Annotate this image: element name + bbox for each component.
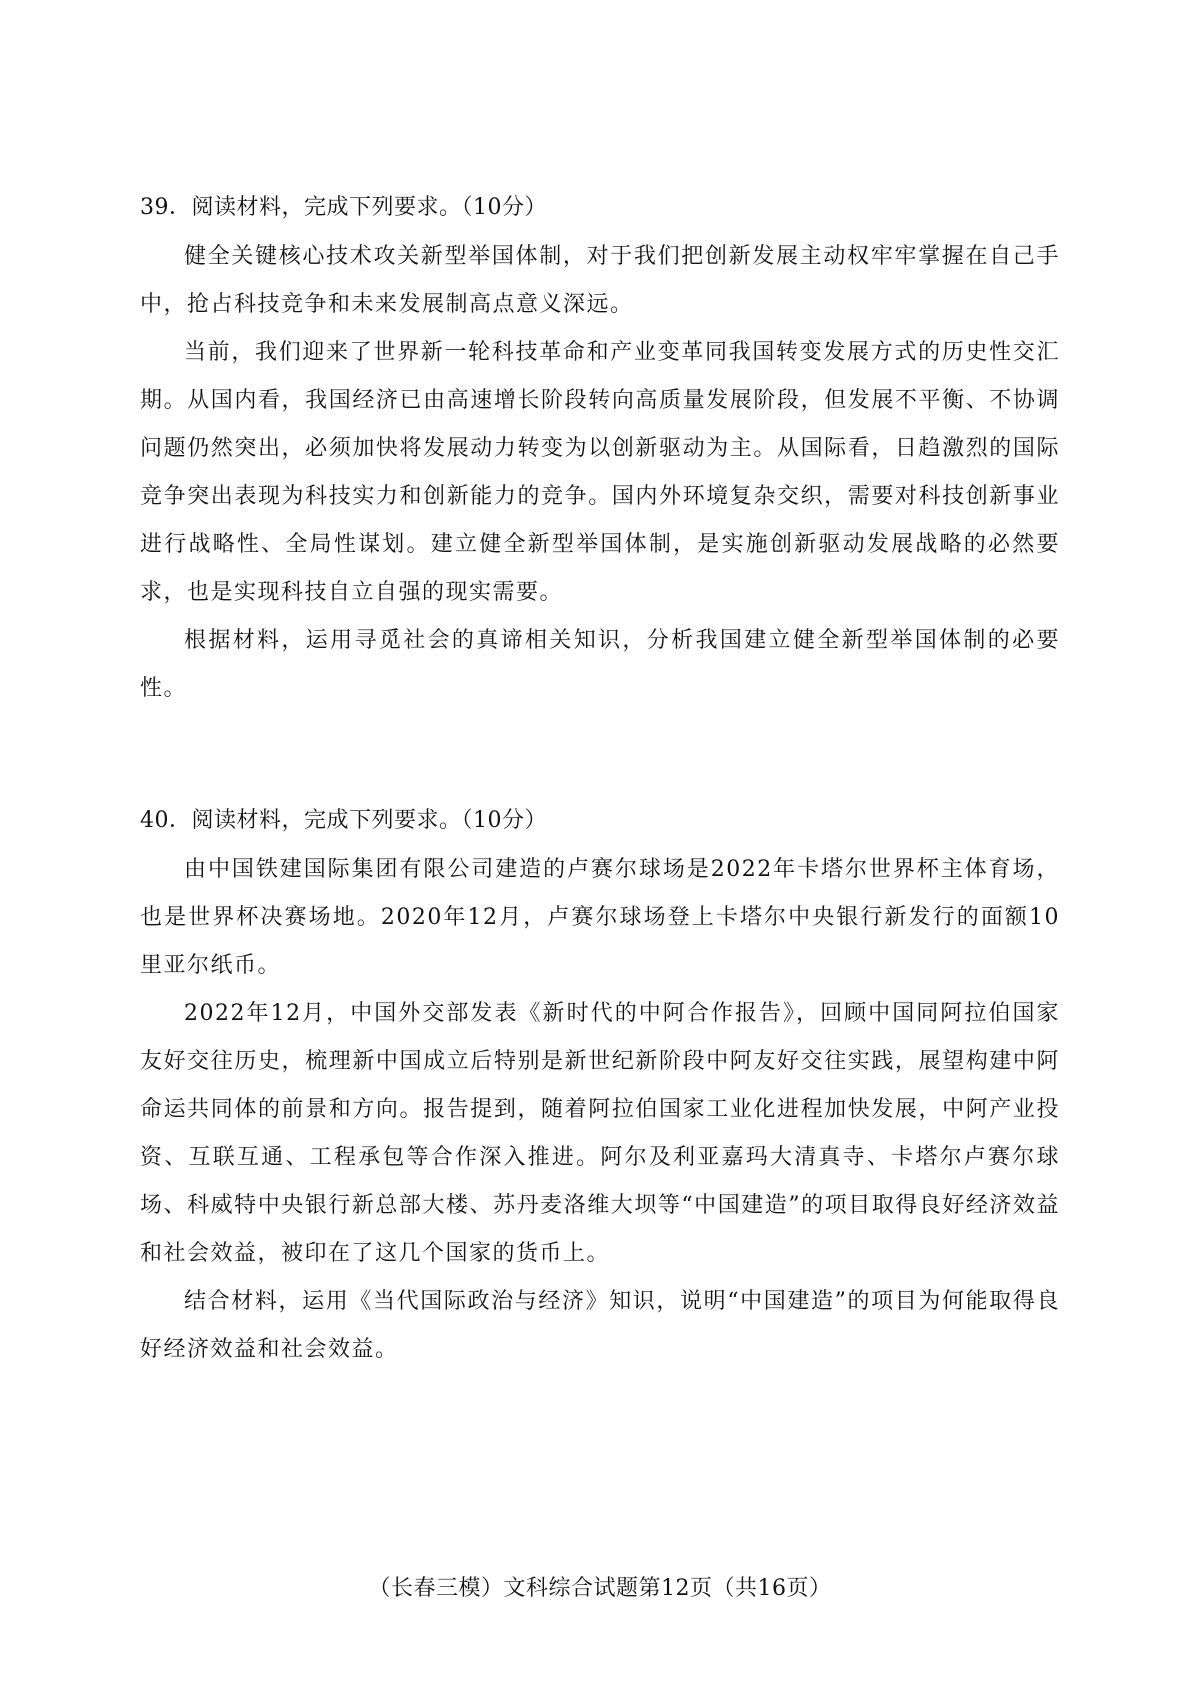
question-39-material-2: 当前，我们迎来了世界新一轮科技革命和产业变革同我国转变发展方式的历史性交汇期。从国内看，我国经济已由高速增长阶段转向高质量发展阶段，但发展不平衡、不协调问题仍然突出，必须加快将发展动力转变为以创新驱动为主。从国际看，日趋激烈的国际竞争突出表现为科技实力和创新能力的竞争。国内外环境复杂交织，需要对科技创新事业进行战略性、全局性谋划。建立健全新型举国体制，是实施创新驱动发展战略的必然要求，也是实现科技自立自强的现实需要。 [140, 340, 1060, 605]
question-39 [140, 193, 1060, 713]
question-40 [140, 806, 1060, 1374]
question-40-material-2: 2022年12月，中国外交部发表《新时代的中阿合作报告》，回顾中国同阿拉伯国家友好交往历史，梳理新中国成立后特别是新世纪新阶段中阿友好交往实践，展望构建中阿命运共同体的前景和方向。报告提到，随着阿拉伯国家工业化进程加快发展，中阿产业投资、互联互通、工程承包等合作深入推进。阿尔及利亚嘉玛大清真寺、卡塔尔卢赛尔球场、科威特中央银行新总部大楼、苏丹麦洛维大坝等“中国建造”的项目取得良好经济效益和社会效益，被印在了这几个国家的货币上。 [140, 1001, 1060, 1266]
question-39-material-1: 健全关键核心技术攻关新型举国体制，对于我们把创新发展主动权牢牢掌握在自己手中，抢占科技竞争和未来发展制高点意义深远。 [140, 244, 1060, 317]
page-footer: （长春三模）文科综合试题第12页（共16页） [368, 1576, 832, 1601]
question-39-prompt: 根据材料，运用寻觅社会的真谛相关知识，分析我国建立健全新型举国体制的必要性。 [140, 628, 1060, 701]
question-39-title: 39．阅读材料，完成下列要求。（10分） [140, 195, 547, 220]
question-40-material-1: 由中国铁建国际集团有限公司建造的卢赛尔球场是2022年卡塔尔世界杯主体育场，也是世界杯决赛场地。2020年12月，卢赛尔球场登上卡塔尔中央银行新发行的面额10里亚尔纸币。 [140, 857, 1060, 978]
question-40-title: 40．阅读材料，完成下列要求。（10分） [140, 808, 547, 833]
question-40-prompt: 结合材料，运用《当代国际政治与经济》知识，说明“中国建造”的项目为何能取得良好经济效益和社会效益。 [140, 1289, 1060, 1362]
